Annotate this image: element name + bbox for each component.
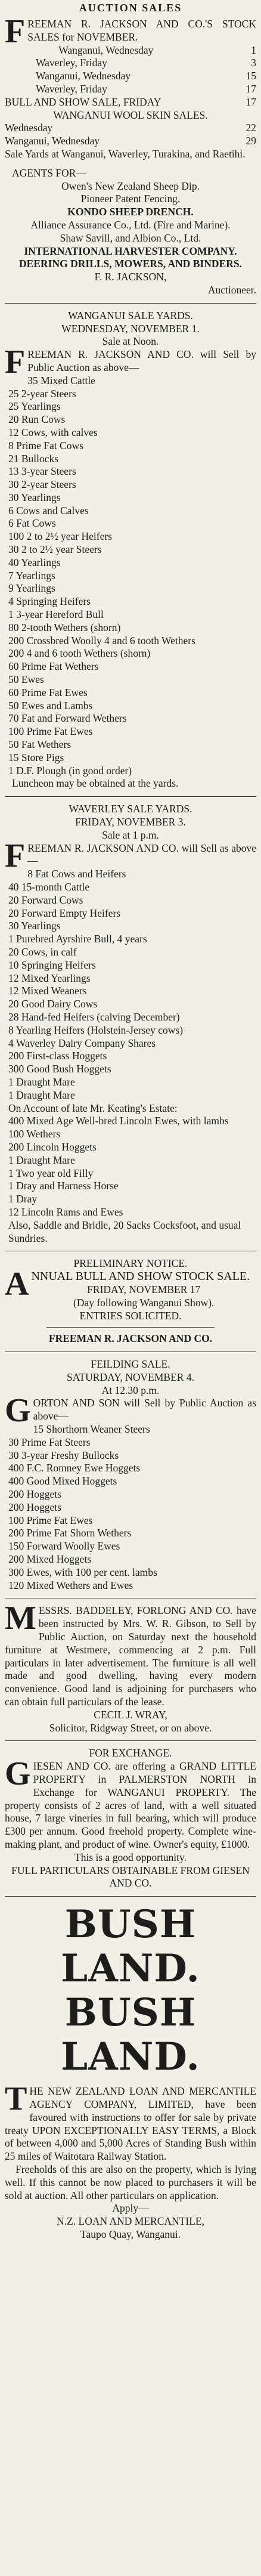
signer: CECIL J. WRAY, — [94, 1708, 167, 1721]
lot-list — [5, 868, 256, 1245]
sale-yards-note: Sale Yards at Wanganui, Waverley, Turakina, and Raetihi. — [5, 147, 246, 160]
lot-item: 1 Dray and Harness Horse — [8, 1180, 119, 1192]
preliminary-notice-ad — [5, 1257, 256, 1346]
ad-note: (Day following Wanganui Show). — [73, 1296, 215, 1309]
section-header: AUCTION SALES — [79, 2, 182, 14]
lot-item: 1 Draught Mare — [8, 1088, 75, 1101]
lot-item: 80 2-tooth Wethers (shorn) — [8, 621, 121, 633]
lot-item: 1 D.F. Plough (in good order) — [8, 764, 132, 777]
firm-name: FREEMAN R. JACKSON AND CO. — [48, 1332, 213, 1345]
lot-item: 7 Yearlings — [8, 569, 55, 582]
ad-body: GIESEN AND CO. are offering a GRAND LITTLE PROPERTY in PALMERSTON NORTH in Exchange for WANGANUI PROPERTY. The property consists of 2 acres of land, with a well situated house, 7 large vineries in full bearing, which will produce £300 per annum. Good freehold property. Complete wine-making plant, and product of wine. Owner's equity, £1000. — [5, 1755, 256, 1850]
entries-line: ENTRIES SOLICITED. — [79, 1309, 182, 1322]
sale-date-row: Wanganui, Wednesday 15 — [36, 70, 256, 82]
lot-item: 1 Draught Mare — [8, 1075, 75, 1088]
lot-item: 20 Forward Empty Heifers — [8, 907, 121, 919]
lot-item: 200 Lincoln Hoggets — [8, 1140, 97, 1153]
ad-footer: Luncheon may be obtained at the yards. — [12, 777, 179, 790]
wanganui-yards-ad — [5, 310, 256, 790]
lot-item: 25 2-year Steers — [8, 387, 76, 400]
divider — [5, 796, 256, 797]
lot-item: On Account of late Mr. Keating's Estate: — [8, 1102, 178, 1114]
feilding-sale-ad — [5, 1358, 256, 1592]
lot-item: 200 First-class Hoggets — [8, 1050, 107, 1062]
lot-list — [5, 1423, 256, 1592]
bush-land-ad — [5, 1903, 256, 2241]
lot-item: 8 Prime Fat Cows — [8, 439, 83, 452]
ad-intro: GORTON AND SON will Sell by Public Auction as above— — [5, 1392, 256, 1430]
lot-item: 400 Good Mixed Hoggets — [8, 1475, 117, 1488]
lot-item: 100 2 to 2½ year Heifers — [8, 530, 112, 543]
lot-item: 30 3-year Freshy Bullocks — [8, 1449, 119, 1461]
bush-headline: BUSH LAND. — [61, 1990, 200, 2080]
wool-title: WANGANUI WOOL SKIN SALES. — [53, 109, 208, 121]
lot-item: 35 Mixed Cattle — [27, 374, 95, 386]
lot-item: 1 Purebred Ayrshire Bull, 4 years — [8, 933, 147, 945]
stock-sales-intro: FREEMAN R. JACKSON AND CO.'S STOCK SALES for NOVEMBER. — [5, 13, 256, 50]
lot-item: 28 Hand-fed Heifers (calving December) — [8, 1010, 180, 1023]
lot-item: 25 Yearlings — [8, 400, 61, 413]
lot-item: 300 Good Bush Hoggets — [8, 1063, 111, 1075]
lot-item: 15 Store Pigs — [8, 751, 64, 763]
lot-item: 100 Prime Fat Ewes — [8, 1514, 93, 1526]
ad-time: Sale at 1 p.m. — [102, 828, 159, 841]
divider — [5, 1740, 256, 1741]
lot-item: 6 Cows and Calves — [8, 504, 89, 517]
agent-item: Pioneer Patent Fencing. — [80, 193, 181, 205]
ad-title: WAVERLEY SALE YARDS. — [69, 803, 192, 815]
exchange-ad — [5, 1747, 256, 1890]
lot-item: 400 F.C. Romney Ewe Hoggets — [8, 1462, 141, 1474]
lot-item: 20 Forward Cows — [8, 893, 83, 906]
lot-item: 12 Lincoln Rams and Ewes — [8, 1205, 123, 1218]
ad-time: Sale at Noon. — [102, 335, 159, 348]
sale-date-row: Waverley, Friday 3 — [36, 57, 256, 69]
lot-item: 60 Prime Fat Ewes — [8, 686, 88, 698]
lot-item: 30 Yearlings — [8, 491, 61, 503]
lot-item: 200 Mixed Hoggets — [8, 1553, 92, 1566]
ad-date: WEDNESDAY, NOVEMBER 1. — [61, 322, 200, 335]
agents-title: AGENTS FOR— — [12, 166, 86, 179]
lot-item: 6 Fat Cows — [8, 517, 56, 530]
lot-item: 40 Yearlings — [8, 556, 61, 568]
ad-title: WANGANUI SALE YARDS. — [68, 309, 193, 321]
agent-item: Owen's New Zealand Sheep Dip. — [61, 180, 200, 192]
lot-item: 12 Mixed Weaners — [8, 985, 87, 997]
ad-body: THE NEW ZEALAND LOAN AND MERCANTILE AGENCY COMPANY, LIMITED, have been favoured with instructions to offer for sale by private treaty UPON EXCEPTIONALLY EASY TERMS, a Block of between 4,000 and 5,000 Acres of Standing Bush within 25 miles of Waitotara Railway Station. — [5, 2080, 256, 2163]
lot-item: 8 Fat Cows and Heifers — [27, 868, 126, 880]
divider — [5, 1896, 256, 1897]
signer-title: Auctioneer. — [207, 283, 256, 296]
wool-date-row: Wednesday 22 — [5, 122, 256, 134]
lot-list — [5, 375, 256, 778]
ad-body: MESSRS. BADDELEY, FORLONG AND CO. have been instructed by Mrs. W. R. Gibson, to Sell by Public Auction, on Saturday next the household furniture at Westmere, commencing at 2 p.m. Full particulars in later advertisement. The furniture is all well made and good dwelling, having every modern convenience. Good land is adjoining for purchasers who can obtain full particulars of the lease. — [5, 1600, 256, 1708]
ad-note: This is a good opportunity. — [74, 1851, 187, 1863]
ad-date: FRIDAY, NOVEMBER 3. — [75, 816, 186, 828]
company-name: N.Z. LOAN AND MERCANTILE, — [57, 2215, 204, 2228]
signer-title: Solicitor, Ridgway Street, or on above. — [49, 1721, 212, 1734]
lot-item: 150 Forward Woolly Ewes — [8, 1540, 120, 1553]
ad-footer: FULL PARTICULARS OBTAINABLE FROM GIESEN AND CO. — [11, 1864, 250, 1890]
ad-date: FRIDAY, NOVEMBER 17 — [87, 1283, 201, 1295]
lot-item: 20 Cows, in calf — [8, 945, 77, 958]
lot-item: 40 15-month Cattle — [8, 881, 90, 893]
lot-item: 4 Springing Heifers — [8, 595, 91, 608]
lot-item: 200 Hoggets — [8, 1488, 61, 1501]
lot-item: 12 Cows, with calves — [8, 426, 98, 438]
wool-date-row: Wanganui, Wednesday 29 — [5, 135, 256, 147]
signer: F. R. JACKSON, — [94, 271, 167, 283]
lot-item: 50 Ewes — [8, 673, 44, 686]
lot-item: 20 Run Cows — [8, 413, 66, 426]
ad-title: FOR EXCHANGE. — [89, 1747, 172, 1759]
lot-item: 70 Fat and Forward Wethers — [8, 712, 127, 725]
bush-headline: BUSH LAND. — [61, 1902, 200, 1991]
lot-item: 100 Wethers — [8, 1128, 61, 1140]
lot-item: 8 Yearling Heifers (Holstein-Jersey cows) — [8, 1023, 184, 1036]
lot-item: 30 Prime Fat Steers — [8, 1436, 91, 1448]
sale-date-row: Waverley, Friday 17 — [36, 82, 256, 95]
lot-item: 9 Yearlings — [8, 582, 55, 595]
ad-body-2: Freeholds of this are also on the property, which is lying well. If this cannot be now placed to purchasers it will be sold at auction. All other particulars on application. — [5, 2163, 256, 2201]
lot-item: 300 Ewes, with 100 per cent. lambs — [8, 1566, 157, 1578]
lot-item: 4 Waverley Dairy Company Shares — [8, 1037, 156, 1049]
lot-item: 1 Draught Mare — [8, 1154, 75, 1166]
sale-date-row: Wanganui, Wednesday 1 — [58, 44, 256, 56]
agent-item: Alliance Assurance Co., Ltd. (Fire and Marine). — [30, 218, 231, 231]
lot-item: Also, Saddle and Bridle, 20 Sacks Cocksfoot, and usual Sundries. — [8, 1219, 241, 1244]
bull-show-row: BULL AND SHOW SALE, FRIDAY 17 — [5, 95, 256, 108]
lot-item: 30 2 to 2½ year Steers — [8, 543, 102, 556]
short-rule — [46, 1327, 215, 1328]
lot-item: 20 Good Dairy Cows — [8, 998, 98, 1010]
lot-item: 30 2-year Steers — [8, 478, 76, 491]
ad-date: SATURDAY, NOVEMBER 4. — [67, 1371, 194, 1383]
lot-item: 400 Mixed Age Well-bred Lincoln Ewes, with lambs — [8, 1115, 229, 1127]
lot-item: 120 Mixed Wethers and Ewes — [8, 1579, 133, 1591]
agent-item: KONDO SHEEP DRENCH. — [67, 206, 194, 218]
ad-title: FEILDING SALE. — [91, 1358, 170, 1371]
company-address: Taupo Quay, Wanganui. — [80, 2228, 181, 2240]
annual-sale-line: ANNUAL BULL AND SHOW STOCK SALE. — [5, 1266, 250, 1303]
lot-item: 100 Prime Fat Ewes — [8, 725, 93, 738]
baddeley-ad — [5, 1600, 256, 1734]
ad-title: PRELIMINARY NOTICE. — [73, 1257, 188, 1270]
lot-item: 10 Springing Heifers — [8, 958, 96, 971]
apply-line: Apply— — [112, 2202, 149, 2215]
agent-item: INTERNATIONAL HARVESTER COMPANY. — [24, 245, 237, 257]
lot-item: 50 Ewes and Lambs — [8, 699, 93, 712]
lot-item: 200 Crossbred Woolly 4 and 6 tooth Wethers — [8, 634, 195, 647]
agent-item: DEERING DRILLS, MOWERS, AND BINDERS. — [19, 258, 242, 270]
lot-item: 1 Dray — [8, 1193, 38, 1205]
divider — [5, 303, 256, 304]
lot-item: 1 Two year old Filly — [8, 1167, 94, 1179]
agent-item: Shaw Savill, and Albion Co., Ltd. — [60, 231, 201, 244]
lot-item: 1 3-year Hereford Bull — [8, 608, 104, 621]
lot-item: 60 Prime Fat Wethers — [8, 660, 99, 673]
lot-item: 200 Hoggets — [8, 1501, 61, 1513]
ad-intro: FREEMAN R. JACKSON AND CO. will Sell by Public Auction as above— — [5, 344, 256, 381]
waverley-yards-ad — [5, 803, 256, 1245]
lot-item: 200 4 and 6 tooth Wethers (shorn) — [8, 647, 151, 660]
lot-item: 200 Prime Fat Shorn Wethers — [8, 1527, 132, 1539]
lot-item: 50 Fat Wethers — [8, 738, 72, 751]
lot-item: 12 Mixed Yearlings — [8, 972, 91, 984]
stock-sales-ad — [5, 13, 256, 297]
lot-item: 15 Shorthorn Weaner Steers — [33, 1423, 150, 1436]
ad-time: At 12.30 p.m. — [101, 1384, 160, 1396]
lot-item: 30 Yearlings — [8, 920, 61, 932]
ad-intro: FREEMAN R. JACKSON AND CO. will Sell as above— — [5, 837, 256, 874]
lot-item: 13 3-year Steers — [8, 465, 76, 478]
lot-item: 21 Bullocks — [8, 452, 59, 465]
